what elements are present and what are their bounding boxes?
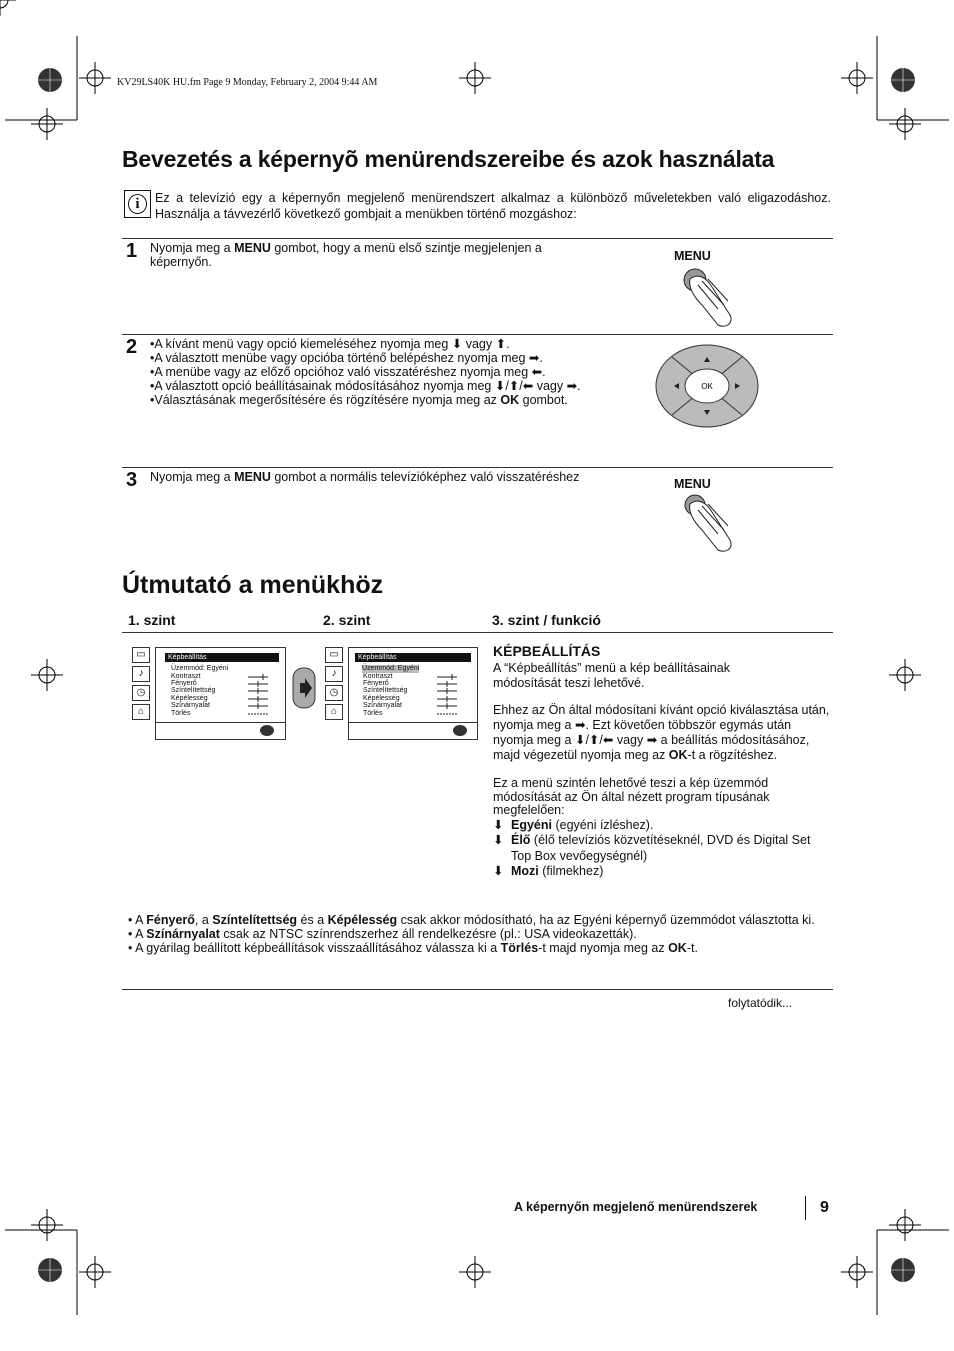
mode-item: ⬇ Egyéni (egyéni ízléshez). xyxy=(493,817,654,832)
menu-item: Törlés xyxy=(171,710,191,717)
level-1-label: 1. szint xyxy=(128,612,176,628)
step-number: 1 xyxy=(126,240,138,262)
divider xyxy=(122,467,833,468)
step-2-bullet: •A választott opció beállításainak módosításához nyomja meg ⬇/⬆/⬅ vagy ➡. xyxy=(150,379,581,393)
menu-item: Képélesség xyxy=(171,695,208,702)
section-title: Bevezetés a képernyõ menürendszereibe és azok használata xyxy=(122,146,775,172)
ok-icon xyxy=(453,725,467,736)
step-2-bullet: •A választott menübe vagy opcióba történő belépéshez nyomja meg ➡. xyxy=(150,351,543,365)
setup-icon: ⌂ xyxy=(325,704,343,720)
step-3-text: Nyomja meg a MENU gombot a normális televízióképhez való visszatéréshez xyxy=(150,470,580,484)
music-note-icon: ♪ xyxy=(132,666,150,682)
menu-label: MENU xyxy=(674,477,711,491)
note-item: • A Fényerő, a Színtelítettség és a Képélesség csak akkor módosítható, ha az Egyéni képernyő üzemmódot választotta ki. xyxy=(128,913,815,927)
hand-press-menu-icon xyxy=(680,492,740,558)
notes xyxy=(128,913,834,955)
mode-item: ⬇ Élő (élő televíziós közvetítéseknél, DVD és Digital Set Top Box vevőegységnél) xyxy=(493,833,811,863)
note-item: • A Színárnyalat csak az NTSC színrendszerhez áll rendelkezésre (pl.: USA videokazetták). xyxy=(128,927,637,941)
continued-label: folytatódik... xyxy=(728,996,793,1010)
divider xyxy=(122,334,833,335)
svg-text:OK: OK xyxy=(701,382,713,391)
info-icon: i xyxy=(124,190,151,218)
menu-screen-level1 xyxy=(155,647,286,740)
footer-title: A képernyőn megjelenő menürendszerek xyxy=(514,1200,758,1214)
divider xyxy=(122,238,833,239)
level-2-label: 2. szint xyxy=(323,612,371,628)
menu-item-selected: Üzemmód: Egyéni xyxy=(362,665,420,672)
step-number: 3 xyxy=(126,469,138,491)
menu-item: Színárnyalat xyxy=(171,702,210,709)
step-2-text xyxy=(150,337,590,407)
menu-item: Színtelítettség xyxy=(363,687,408,694)
menu-divider xyxy=(349,722,477,723)
menu-screen-level2 xyxy=(348,647,478,740)
ok-icon xyxy=(260,725,274,736)
menu-item: Törlés xyxy=(363,710,383,717)
ok-dpad-icon xyxy=(654,343,760,429)
menu-item: Képélesség xyxy=(363,695,400,702)
menu-divider xyxy=(156,722,285,723)
menu-item: Üzemmód: Egyéni xyxy=(171,665,229,672)
clock-icon: ◷ xyxy=(132,685,150,701)
menu-item: Színtelítettség xyxy=(171,687,216,694)
divider xyxy=(122,989,833,990)
menu-label: MENU xyxy=(674,249,711,263)
step-2-bullet: •A menübe vagy az előző opcióhoz való visszatéréshez nyomja meg ⬅. xyxy=(150,365,546,379)
note-item: • A gyárilag beállított képbeállítások visszaállításához válassza ki a Törlés-t majd nyomja meg az OK-t. xyxy=(128,941,698,955)
menu-head: Képbeállítás xyxy=(355,653,471,662)
footer-divider xyxy=(805,1196,806,1220)
doc-header: KV29LS40K HU.fm Page 9 Monday, February 2, 2004 9:44 AM xyxy=(117,77,378,88)
menu-head: Képbeállítás xyxy=(165,653,279,662)
kep-description: A “Képbeállítás” menü a kép beállításainak módosítását teszi lehetővé. Ehhez az Ön által módosítani kívánt opció kiválasztása után, nyomja meg a ➡. Ezt követően többször egymás után nyomja meg a ⬇/⬆/⬅ vagy ➡ a beállítás módosításához, majd végezetül nyomja meg az OK-t a rögzítéshez. Ez a menü szintén lehetővé teszi a kép üzemmód módosítását az Ön által nézett program típusának megfelelően: ⬇ Egyéni (egyéni ízléshez). ⬇ Élő (élő televíziós közvetítéseknél, DVD és Digital Set Top Box vevőegységnél) ⬇ Mozi (filmekhez) xyxy=(493,661,833,880)
setup-icon: ⌂ xyxy=(132,704,150,720)
menu-item: Fényerő xyxy=(171,680,197,687)
slider-marks xyxy=(246,673,270,717)
step-1-text: Nyomja meg a MENU gombot, hogy a menü első szintje megjelenjen a képernyőn. xyxy=(150,241,542,269)
step-2-bullet: •A kívánt menü vagy opció kiemeléséhez nyomja meg ⬇ vagy ⬆. xyxy=(150,337,510,351)
kep-title: KÉPBEÁLLÍTÁS xyxy=(493,643,601,659)
menu-item: Kontraszt xyxy=(363,673,393,680)
intro-text: Ez a televízió egy a képernyőn megjelenő menürendszert alkalmaz a különböző műveletekben való eligazodáshoz. Használja a távvezérlő következő gombjait a menükben történő mozgáshoz: xyxy=(155,191,831,221)
menu-item: Kontraszt xyxy=(171,673,201,680)
tv-icon: ▭ xyxy=(325,647,343,663)
page-number: 9 xyxy=(820,1199,829,1216)
mode-item: ⬇ Mozi (filmekhez) xyxy=(493,864,604,878)
music-note-icon: ♪ xyxy=(325,666,343,682)
slider-marks xyxy=(435,673,459,717)
level-3-label: 3. szint / funkció xyxy=(492,612,601,628)
step-number: 2 xyxy=(126,336,138,358)
divider xyxy=(122,632,833,633)
clock-icon: ◷ xyxy=(325,685,343,701)
step-2-bullet: •Választásának megerősítésére és rögzítésére nyomja meg az OK gombot. xyxy=(150,393,568,407)
arrow-right-icon xyxy=(292,666,316,710)
menu-item: Színárnyalat xyxy=(363,702,402,709)
tv-icon: ▭ xyxy=(132,647,150,663)
guide-title: Útmutató a menükhöz xyxy=(122,571,384,599)
hand-press-menu-icon xyxy=(680,265,740,331)
menu-item: Fényerő xyxy=(363,680,389,687)
